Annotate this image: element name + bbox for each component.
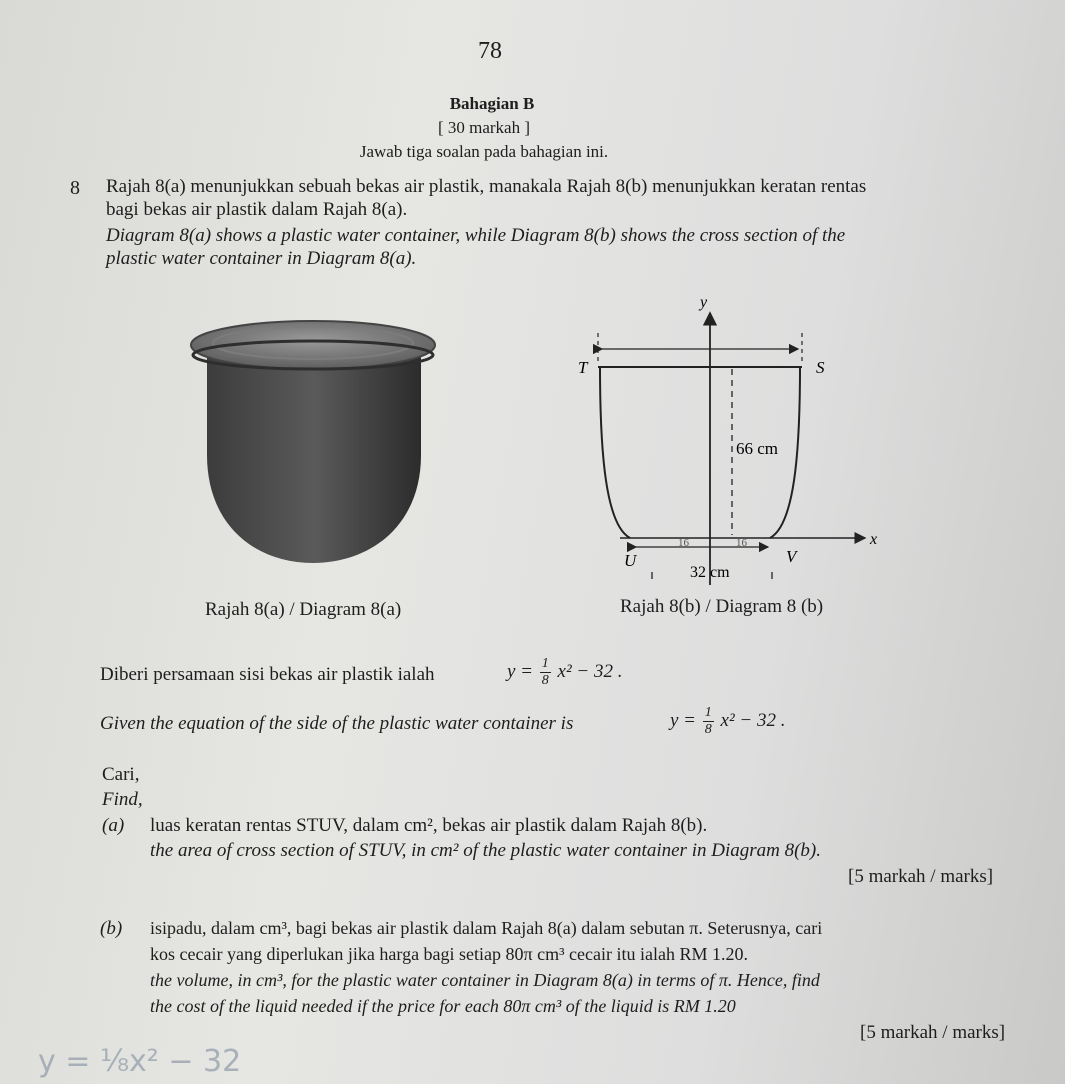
intro-english-line1: Diagram 8(a) shows a plastic water container, while Diagram 8(b) shows the cross section of the: [106, 225, 846, 246]
intro-malay-line1: Rajah 8(a) menunjukkan sebuah bekas air plastik, manakala Rajah 8(b) menunjukkan keratan rentas: [106, 176, 867, 197]
equation-english: y = $\frac{1}{8}$ x² − 32 .: [670, 705, 786, 737]
equation-lhs: y =: [670, 709, 697, 731]
part-a-malay: luas keratan rentas STUV, dalam cm², bekas air plastik dalam Rajah 8(b).: [150, 815, 708, 836]
equation-denominator: 8: [541, 673, 549, 688]
part-b-malay-line2: kos cecair yang diperlukan jika harga bagi setiap 80π cm³ cecair itu ialah RM 1.20.: [150, 944, 748, 964]
find-label: Find,: [102, 789, 143, 810]
cari-label: Cari,: [102, 764, 140, 785]
given-malay: Diberi persamaan sisi bekas air plastik ialah: [100, 664, 435, 685]
part-b-label: (b): [100, 918, 123, 939]
part-b-english-line1: the volume, in cm³, for the plastic water container in Diagram 8(a) in terms of π. Hence, find: [150, 970, 820, 990]
point-T-label: T: [578, 358, 588, 377]
height-label: 66 cm: [736, 439, 779, 458]
width-label: 32 cm: [690, 564, 730, 581]
caption-diagram-a: Rajah 8(a) / Diagram 8(a): [205, 599, 402, 620]
intro-english-line2: plastic water container in Diagram 8(a).: [106, 248, 417, 269]
section-marks: [ 30 markah ]: [437, 118, 531, 137]
given-english: Given the equation of the side of the plastic water container is: [100, 713, 574, 734]
intro-malay-line2: bagi bekas air plastik dalam Rajah 8(a).: [106, 199, 408, 220]
section-title: Bahagian B: [449, 94, 535, 113]
part-b-marks: [5 markah / marks]: [860, 1022, 1006, 1043]
part-a-label: (a): [102, 815, 125, 836]
part-a-marks: [5 markah / marks]: [848, 866, 994, 887]
part-b-malay-line1: isipadu, dalam cm³, bagi bekas air plastik dalam Rajah 8(a) dalam sebutan π. Seterusnya, cari: [150, 918, 823, 938]
equation-malay: y = $\frac{1}{8}$ x² − 32 .: [507, 656, 623, 688]
handwritten-note: y = ⅛x² − 32: [38, 1044, 242, 1079]
tick-right-label: 16: [736, 537, 747, 549]
part-a-english: the area of cross section of STUV, in cm² of the plastic water container in Diagram 8(b).: [150, 840, 821, 861]
point-U-label: U: [624, 551, 637, 570]
tick-left-label: 16: [678, 537, 689, 549]
y-axis-label: y: [700, 294, 708, 311]
caption-diagram-b: Rajah 8(b) / Diagram 8 (b): [620, 596, 824, 617]
question-number: 8: [70, 177, 80, 199]
left-side-curve: [600, 367, 630, 538]
container-image: [185, 315, 445, 565]
equation-lhs: y =: [507, 660, 534, 682]
point-V-label: V: [786, 547, 797, 566]
equation-denominator: 8: [704, 722, 712, 737]
equation-numerator: 1: [541, 656, 549, 671]
point-S-label: S: [816, 358, 825, 377]
cross-section-diagram: [560, 285, 900, 595]
section-instruction: Jawab tiga soalan pada bahagian ini.: [359, 142, 609, 161]
part-b-english-line2: the cost of the liquid needed if the price for each 80π cm³ of the liquid is RM 1.20: [150, 996, 736, 1016]
page-number: 78: [478, 38, 502, 64]
x-axis-label: x: [870, 531, 878, 548]
equation-rest: x² − 32: [557, 660, 613, 682]
equation-rest: x² − 32: [720, 709, 776, 731]
equation-numerator: 1: [704, 705, 712, 720]
